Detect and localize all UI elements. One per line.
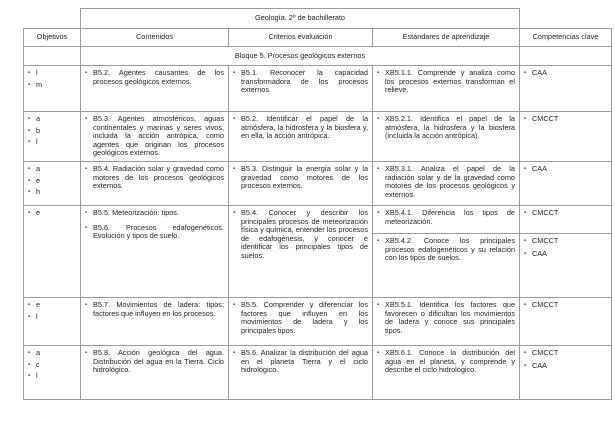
contenido-item: ▪ B5.4. Radiación solar y gravedad como motores de los procesos geológicos externos. bbox=[85, 165, 224, 191]
table-row bbox=[24, 297, 612, 345]
criterio-cell bbox=[229, 297, 373, 345]
objetivos-cell bbox=[24, 297, 81, 345]
objetivo-item: ▪ b bbox=[28, 127, 76, 136]
table-row bbox=[24, 161, 612, 205]
objetivo-item: ▪ a bbox=[28, 349, 76, 358]
competencia-item: ▪ CMCCT bbox=[524, 115, 607, 124]
competencias-cell bbox=[520, 66, 612, 112]
estandar-item: ▪ XB5.2.1. Identifica el papel de la atmósfera, la hidrosfera y la biosfera (incluida la acción antrópica). bbox=[377, 115, 515, 141]
corner-cell bbox=[24, 9, 81, 29]
table-title: Geología. 2º de bachillerato bbox=[81, 9, 520, 29]
block-title: Bloque 5. Procesos geológicos externos bbox=[81, 47, 520, 66]
competencia-item: ▪ CAA bbox=[524, 69, 607, 78]
criterio-item: ▪ B5.2. Identificar el papel de la atmósfera, la hidrosfera y la biosfera y, en ella, la acción antrópica. bbox=[233, 115, 368, 141]
criterio-cell bbox=[229, 161, 373, 205]
contenidos-cell bbox=[81, 297, 229, 345]
objetivos-cell bbox=[24, 66, 81, 112]
col-header-objetivos: Objetivos bbox=[24, 29, 81, 47]
contenido-item: ▪ B5.6. Procesos edafogenéticos. Evolución y tipos de suelo. bbox=[85, 224, 224, 241]
competencia-item: ▪ CAA bbox=[524, 250, 607, 259]
objetivos-cell bbox=[24, 345, 81, 399]
competencias-cell bbox=[520, 205, 612, 233]
objetivo-item: ▪ c bbox=[28, 361, 76, 370]
objetivo-item: ▪ e bbox=[28, 301, 76, 310]
estandar-item: ▪ XB5.5.1. Identifica los factores que favorecen o dificultan los movimientos de ladera y conoce sus principales tipos. bbox=[377, 301, 515, 335]
criterio-item: ▪ B5.5. Comprender y diferenciar los factores que influyen en los movimientos de ladera y los principales tipos. bbox=[233, 301, 368, 335]
objetivo-item: ▪ e bbox=[28, 177, 76, 186]
col-header-estandares: Estándares de aprendizaje bbox=[373, 29, 520, 47]
objetivo-item: ▪ l bbox=[28, 138, 76, 147]
estandar-cell bbox=[373, 205, 520, 233]
estandar-item: ▪ XB5.4.1. Diferencia los tipos de meteorización. bbox=[377, 209, 515, 226]
title-row bbox=[24, 9, 612, 29]
estandar-item: ▪ XB5.4.2. Conoce los principales procesos edafogenéticos y su relación con los tipos de suelos. bbox=[377, 237, 515, 263]
objetivo-item: ▪ a bbox=[28, 165, 76, 174]
objetivo-item: ▪ e bbox=[28, 209, 76, 218]
estandar-item: ▪ XB5.6.1. Conoce la distribución del agua en el planeta, y comprende y describe el ciclo hidrológico. bbox=[377, 349, 515, 375]
contenidos-cell bbox=[81, 205, 229, 297]
objetivo-item: ▪ l bbox=[28, 313, 76, 322]
objetivos-cell bbox=[24, 205, 81, 297]
competencia-item: ▪ CMCCT bbox=[524, 301, 607, 310]
criterio-item: ▪ B5.1. Reconocer la capacidad transformadora de los procesos externos. bbox=[233, 69, 368, 95]
competencia-item: ▪ CMCCT bbox=[524, 209, 607, 218]
col-header-contenidos: Contenidos bbox=[81, 29, 229, 47]
block-spacer bbox=[24, 47, 81, 66]
estandar-cell bbox=[373, 112, 520, 162]
curriculum-table bbox=[23, 8, 612, 400]
objetivo-item: ▪ m bbox=[28, 81, 76, 90]
table-row bbox=[24, 345, 612, 399]
competencia-item: ▪ CAA bbox=[524, 165, 607, 174]
contenido-item: ▪ B5.2. Agentes causantes de los procesos geológicos externos. bbox=[85, 69, 224, 86]
estandar-cell bbox=[373, 66, 520, 112]
contenidos-cell bbox=[81, 345, 229, 399]
col-header-competencias: Competencias clave bbox=[520, 29, 612, 47]
competencias-cell bbox=[520, 112, 612, 162]
corner-cell bbox=[520, 9, 612, 29]
objetivos-cell bbox=[24, 161, 81, 205]
objetivo-item: ▪ l bbox=[28, 69, 76, 78]
block-spacer bbox=[520, 47, 612, 66]
estandar-item: ▪ XB5.3.1. Analiza el papel de la radiación solar y de la gravedad como motores de los procesos geológicos y externos. bbox=[377, 165, 515, 199]
contenidos-cell bbox=[81, 161, 229, 205]
criterio-item: ▪ B5.3. Distinguir la energía solar y la gravedad como motores de los procesos externos. bbox=[233, 165, 368, 191]
objetivo-item: ▪ l bbox=[28, 372, 76, 381]
criterio-cell bbox=[229, 112, 373, 162]
col-header-criterios: Criterios evaluación bbox=[229, 29, 373, 47]
objetivos-cell bbox=[24, 112, 81, 162]
table-row bbox=[24, 112, 612, 162]
criterio-item: ▪ B5.4. Conocer y describir los principales procesos de meteorización física y química, entender los procesos de edafogénesis, y conocer e identificar los principales tipos de suelos. bbox=[233, 209, 368, 261]
column-header-row bbox=[24, 29, 612, 47]
contenido-item: ▪ B5.5. Meteorización: tipos. bbox=[85, 209, 224, 218]
competencia-item: ▪ CAA bbox=[524, 362, 607, 371]
contenidos-cell bbox=[81, 66, 229, 112]
competencias-cell bbox=[520, 233, 612, 297]
block-row bbox=[24, 47, 612, 66]
criterio-cell bbox=[229, 66, 373, 112]
competencias-cell bbox=[520, 161, 612, 205]
objetivo-item: ▪ a bbox=[28, 115, 76, 124]
estandar-cell bbox=[373, 161, 520, 205]
contenidos-cell bbox=[81, 112, 229, 162]
criterio-cell bbox=[229, 345, 373, 399]
criterio-item: ▪ B5.6. Analizar la distribución del agua en el planeta Tierra y el ciclo hidrológico. bbox=[233, 349, 368, 375]
estandar-cell bbox=[373, 297, 520, 345]
contenido-item: ▪ B5.3. Agentes atmosféricos, aguas continentales y marinas y seres vivos, incluida la acción antrópica, como agentes que originan los procesos geológicos externos. bbox=[85, 115, 224, 158]
estandar-item: ▪ XB5.1.1. Comprende y analiza como los procesos externos transforman el relieve. bbox=[377, 69, 515, 95]
contenido-item: ▪ B5.7. Movimientos de ladera: tipos; factores que influyen en los procesos. bbox=[85, 301, 224, 318]
criterio-cell bbox=[229, 205, 373, 297]
competencia-item: ▪ CMCCT bbox=[524, 349, 607, 358]
estandar-cell bbox=[373, 345, 520, 399]
contenido-item: ▪ B5.8. Acción geológica del agua. Distribución del agua en la Tierra. Ciclo hidrológico. bbox=[85, 349, 224, 375]
table-row bbox=[24, 66, 612, 112]
competencia-item: ▪ CMCCT bbox=[524, 237, 607, 246]
estandar-cell bbox=[373, 233, 520, 297]
objetivo-item: ▪ h bbox=[28, 188, 76, 197]
competencias-cell bbox=[520, 345, 612, 399]
table-row bbox=[24, 205, 612, 233]
competencias-cell bbox=[520, 297, 612, 345]
